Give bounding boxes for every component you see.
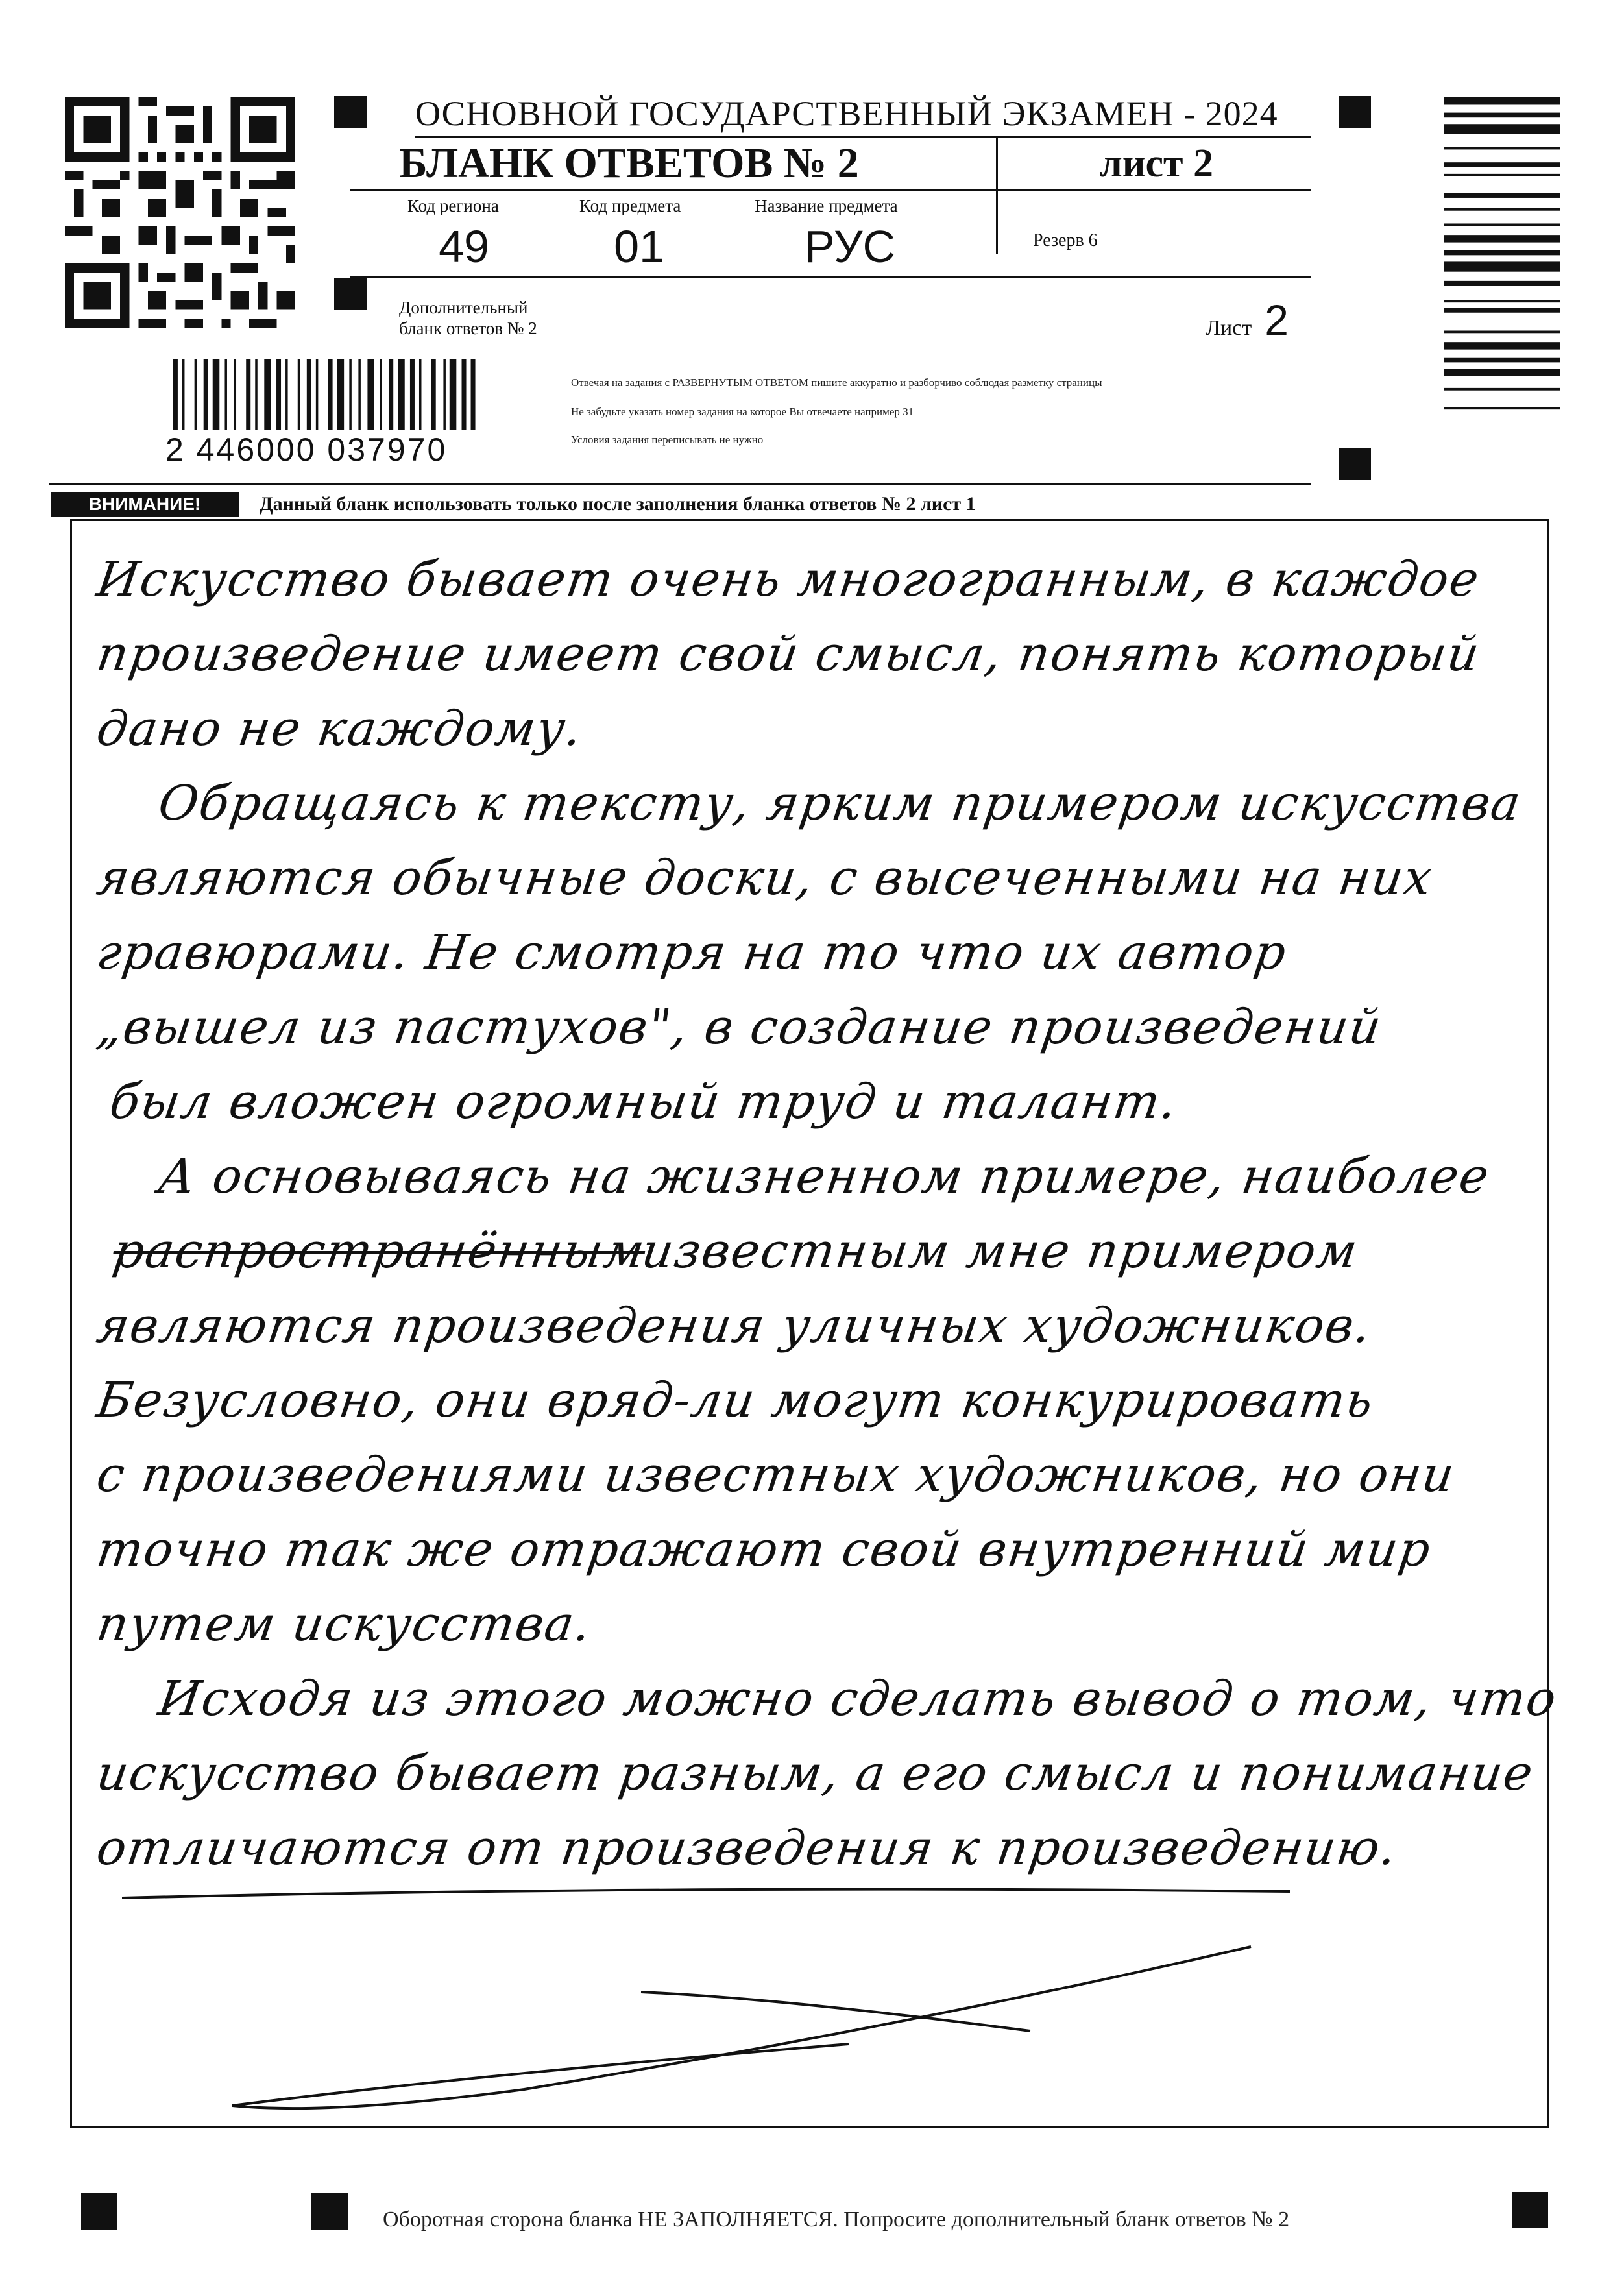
subject-code-label: Код предмета — [579, 196, 681, 215]
header-rule-3 — [49, 483, 1311, 485]
answer-line: был вложен огромный труд и талант. — [106, 1074, 1182, 1130]
reserve-field: Резерв 6 — [1033, 230, 1098, 250]
attention-text: Данный бланк использовать только после заполнения бланка ответов № 2 лист 1 — [260, 493, 976, 515]
answer-line: произведение имеет свой смысл, понять который — [93, 626, 1484, 682]
region-code-value: 49 — [439, 221, 489, 272]
additional-sheet-label: Лист — [1206, 316, 1252, 340]
header-divider — [996, 138, 998, 254]
registration-marker-bottom-mid — [311, 2193, 348, 2230]
subject-name-value: РУС — [804, 221, 896, 272]
barcode-number: 2 446000 037970 — [165, 432, 448, 468]
sheet-number: лист 2 — [1100, 141, 1213, 186]
registration-marker-bottom-left — [81, 2193, 117, 2230]
subject-name-label: Название предмета — [755, 196, 898, 215]
region-code-label: Код региона — [407, 196, 499, 215]
answer-line: являются обычные доски, с высеченными на них — [93, 850, 1436, 906]
form-title: БЛАНК ОТВЕТОВ № 2 — [399, 140, 859, 187]
closing-line-diagonal — [232, 1947, 1251, 2108]
additional-sheet-value: 2 — [1265, 296, 1289, 344]
answer-line: путем искусства. — [93, 1596, 596, 1652]
attention-badge: ВНИМАНИЕ! — [51, 492, 239, 517]
answer-line: гравюрами. Не смотря на то что их автор — [93, 925, 1291, 980]
instruction-line-1: Отвечая на задания с РАЗВЕРНУТЫМ ОТВЕТОМ пишите аккуратно и разборчиво соблюдая разметку страницы — [571, 376, 1102, 389]
subject-code-value: 01 — [614, 221, 664, 272]
registration-marker-bottom-right — [1512, 2192, 1548, 2228]
registration-marker-top-right — [1339, 96, 1371, 128]
answer-line: точно так же отражают свой внутренний мир — [93, 1522, 1435, 1577]
closing-line-middle — [641, 1992, 1030, 2031]
answer-line: с произведениями известных художников, но они — [93, 1447, 1459, 1503]
additional-form-label-line-1: Дополнительный — [399, 298, 528, 317]
answer-line: являются произведения уличных художников. — [93, 1298, 1376, 1354]
answer-line: А основываясь на жизненном примере, наиболее — [154, 1149, 1494, 1204]
registration-marker-mid-left — [334, 278, 367, 310]
crossed-out-word: распространённым — [109, 1223, 649, 1279]
answer-line: „вышел из пастухов", в создание произведений — [93, 999, 1386, 1055]
qr-code — [65, 97, 295, 328]
closing-line-top — [122, 1890, 1290, 1898]
answer-line: Искусство бывает очень многогранным, в каждое — [93, 552, 1484, 607]
registration-marker-top-left — [334, 96, 367, 128]
additional-form-label — [399, 297, 537, 339]
header-rule — [350, 189, 1311, 191]
answer-line: искусство бывает разным, а его смысл и понимание — [93, 1745, 1538, 1801]
header-rule-2 — [350, 276, 1311, 278]
answer-line: Исходя из этого можно сделать вывод о том, что — [154, 1671, 1561, 1727]
barcode — [171, 359, 550, 430]
answer-line: Безусловно, они вряд-ли могут конкурировать — [93, 1372, 1378, 1428]
additional-sheet-number — [1206, 295, 1289, 345]
footer-note: Оборотная сторона бланка НЕ ЗАПОЛНЯЕТСЯ. Попросите дополнительный бланк ответов № 2 — [383, 2207, 1290, 2231]
instruction-line-2: Не забудьте указать номер задания на которое Вы отвечаете например 31 — [571, 406, 914, 418]
answer-line: известным мне примером — [638, 1223, 1362, 1279]
answer-line: дано не каждому. — [93, 701, 587, 757]
side-barcode — [1444, 97, 1560, 435]
registration-marker-mid-right — [1339, 448, 1371, 480]
exam-title: ОСНОВНОЙ ГОСУДАРСТВЕННЫЙ ЭКЗАМЕН - 2024 — [415, 91, 1311, 138]
answer-line: Обращаясь к тексту, ярким примером искусства — [154, 775, 1525, 831]
additional-form-label-line-2: бланк ответов № 2 — [399, 319, 537, 338]
instruction-line-3: Условия задания переписывать не нужно — [571, 433, 764, 446]
closing-strokes — [70, 1752, 1549, 2128]
answer-line: отличаются от произведения к произведению. — [93, 1820, 1401, 1876]
